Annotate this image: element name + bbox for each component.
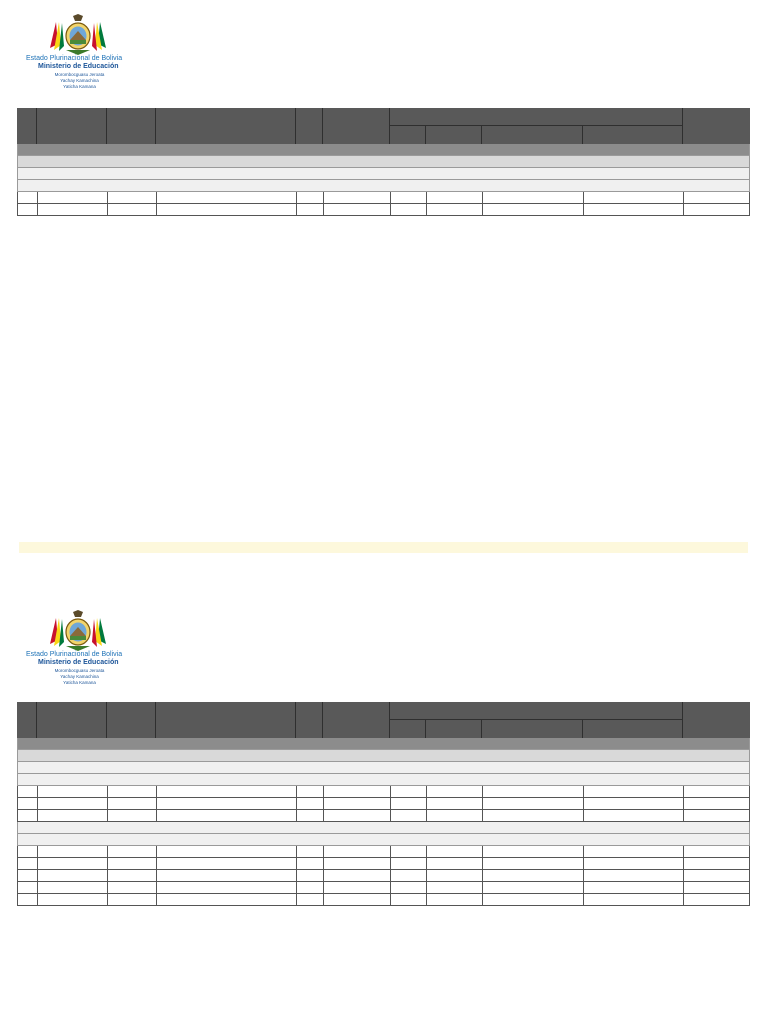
table-cell [107, 846, 108, 857]
table-row [17, 786, 750, 798]
table-cell [37, 870, 38, 881]
header-subcell [425, 719, 481, 738]
table-cell [426, 192, 427, 203]
table-cell [683, 882, 684, 893]
table-cell [37, 858, 38, 869]
table-cell [426, 858, 427, 869]
logo-line-2: Ministerio de Educación [38, 63, 119, 70]
header-cell [106, 108, 155, 144]
table-cell [683, 870, 684, 881]
table-cell [583, 894, 584, 905]
table-cell [107, 192, 108, 203]
table-cell [296, 786, 297, 797]
table-cell [156, 192, 157, 203]
table-cell [156, 858, 157, 869]
header-subcell [481, 719, 582, 738]
header-subcell [481, 125, 582, 144]
table-cell [296, 192, 297, 203]
section-band [17, 168, 750, 180]
table-cell [683, 894, 684, 905]
table-cell [482, 882, 483, 893]
table-cell [296, 810, 297, 821]
header-cell [36, 108, 106, 144]
table-cell [390, 858, 391, 869]
table-cell [482, 786, 483, 797]
header-cell [322, 702, 389, 738]
table-body [17, 192, 750, 216]
table-cell [390, 882, 391, 893]
table-cell [156, 846, 157, 857]
table-cell [583, 882, 584, 893]
table-cell [323, 882, 324, 893]
table-cell [390, 894, 391, 905]
table-cell [390, 798, 391, 809]
table-cell [426, 204, 427, 215]
table-cell [37, 894, 38, 905]
table-cell [482, 870, 483, 881]
data-table-1 [17, 108, 750, 216]
header-subcell [389, 719, 425, 738]
table-cell [390, 786, 391, 797]
table-cell [426, 798, 427, 809]
table-cell [482, 192, 483, 203]
section-band [17, 774, 750, 786]
table-cell [296, 870, 297, 881]
table-cell [323, 204, 324, 215]
table-cell [37, 882, 38, 893]
table-cell [683, 846, 684, 857]
coat-of-arms-icon [48, 14, 108, 56]
table-cell [37, 204, 38, 215]
header-subcell [389, 125, 425, 144]
logo-line-2: Ministerio de Educación [38, 659, 119, 666]
header-cell [682, 702, 750, 738]
table-cell [107, 870, 108, 881]
table-cell [683, 810, 684, 821]
table-cell [323, 846, 324, 857]
table-cell [390, 846, 391, 857]
header-cell [17, 108, 36, 144]
header-cell [295, 108, 322, 144]
table-row [17, 192, 750, 204]
header-cell [682, 108, 750, 144]
header-subcell [582, 125, 682, 144]
header-cell [106, 702, 155, 738]
table-cell [37, 192, 38, 203]
ministry-logo [22, 610, 137, 700]
table-header [17, 108, 750, 144]
header-group-cell [389, 702, 682, 719]
table-cell [482, 204, 483, 215]
table-cell [323, 894, 324, 905]
table-cell [683, 786, 684, 797]
table-cell [323, 798, 324, 809]
logo-line-1: Estado Plurinacional de Bolivia [26, 55, 123, 62]
table-cell [583, 846, 584, 857]
table-cell [323, 192, 324, 203]
table-row [17, 858, 750, 870]
table-cell [390, 204, 391, 215]
table-row [17, 846, 750, 858]
header-subcell [582, 719, 682, 738]
table-cell [583, 798, 584, 809]
logo-subtitle: Morombocguasu Jeroata Yachay Kamachina Yaticha Kamana [54, 668, 105, 685]
table-cell [107, 798, 108, 809]
table-cell [482, 858, 483, 869]
header-cell [295, 702, 322, 738]
highlight-strip [19, 542, 748, 553]
table-cell [426, 870, 427, 881]
table-row [17, 810, 750, 822]
table-cell [37, 846, 38, 857]
data-table-2 [17, 702, 750, 906]
table-row [17, 882, 750, 894]
table-body [17, 846, 750, 906]
table-row [17, 894, 750, 906]
table-cell [482, 810, 483, 821]
header-cell [17, 702, 36, 738]
table-cell [482, 798, 483, 809]
table-cell [683, 192, 684, 203]
table-cell [323, 870, 324, 881]
table-cell [426, 846, 427, 857]
table-cell [296, 798, 297, 809]
table-cell [37, 786, 38, 797]
table-cell [156, 894, 157, 905]
section-band [17, 834, 750, 846]
section-band [17, 156, 750, 168]
table-cell [156, 798, 157, 809]
table-cell [583, 204, 584, 215]
table-cell [323, 786, 324, 797]
table-cell [323, 858, 324, 869]
table-cell [156, 882, 157, 893]
table-cell [583, 858, 584, 869]
ministry-logo [22, 14, 137, 104]
table-cell [482, 846, 483, 857]
table-cell [683, 798, 684, 809]
table-cell [37, 810, 38, 821]
table-row [17, 798, 750, 810]
table-cell [482, 894, 483, 905]
table-cell [583, 192, 584, 203]
table-cell [156, 870, 157, 881]
table-cell [37, 798, 38, 809]
section-band [17, 750, 750, 762]
section-band [17, 822, 750, 834]
table-cell [426, 882, 427, 893]
table-cell [296, 858, 297, 869]
logo-subtitle: Morombocguasu Jeroata Yachay Kamachina Yaticha Kamana [54, 72, 105, 89]
table-cell [296, 204, 297, 215]
table-cell [156, 810, 157, 821]
coat-of-arms-icon [48, 610, 108, 652]
table-cell [426, 894, 427, 905]
header-cell [36, 702, 106, 738]
table-cell [583, 870, 584, 881]
header-cell [322, 108, 389, 144]
table-cell [107, 894, 108, 905]
table-cell [683, 858, 684, 869]
table-body [17, 786, 750, 822]
table-cell [683, 204, 684, 215]
section-band [17, 738, 750, 750]
table-cell [107, 882, 108, 893]
logo-line-1: Estado Plurinacional de Bolivia [26, 651, 123, 658]
table-cell [156, 204, 157, 215]
table-row [17, 870, 750, 882]
table-header [17, 702, 750, 738]
table-cell [296, 882, 297, 893]
table-cell [107, 810, 108, 821]
section-band [17, 180, 750, 192]
table-cell [426, 810, 427, 821]
section-band [17, 762, 750, 774]
table-cell [390, 192, 391, 203]
section-band [17, 144, 750, 156]
header-group-cell [389, 108, 682, 125]
table-row [17, 204, 750, 216]
table-cell [107, 786, 108, 797]
table-cell [323, 810, 324, 821]
table-cell [296, 894, 297, 905]
table-cell [296, 846, 297, 857]
table-cell [107, 858, 108, 869]
table-cell [390, 810, 391, 821]
table-cell [426, 786, 427, 797]
header-cell [155, 108, 295, 144]
table-cell [583, 810, 584, 821]
header-subcell [425, 125, 481, 144]
header-cell [155, 702, 295, 738]
table-cell [107, 204, 108, 215]
table-cell [390, 870, 391, 881]
table-cell [156, 786, 157, 797]
table-cell [583, 786, 584, 797]
